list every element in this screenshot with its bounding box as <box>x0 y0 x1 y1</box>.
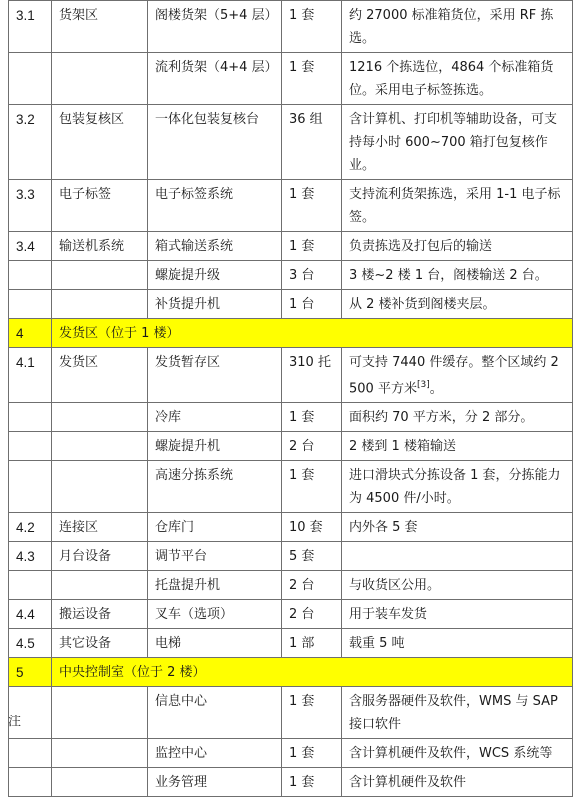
description-cell: 含计算机硬件及软件 <box>342 768 573 797</box>
row-number: 4 <box>9 319 52 348</box>
section-row <box>9 658 573 687</box>
item-cell: 流利货架（4+4 层） <box>148 53 282 105</box>
description-cell: 与收货区公用。 <box>342 571 573 600</box>
table-row <box>9 53 573 105</box>
quantity-cell: 1 套 <box>282 739 342 768</box>
description-cell <box>342 348 573 403</box>
item-cell: 冷库 <box>148 403 282 432</box>
description-cell: 用于装车发货 <box>342 600 573 629</box>
description-cell: 含计算机、打印机等辅助设备，可支持每小时 600~700 箱打包复核作业。 <box>342 105 573 180</box>
description-cell: 载重 5 吨 <box>342 629 573 658</box>
quantity-cell: 3 台 <box>282 261 342 290</box>
area-cell: 电子标签 <box>52 180 148 232</box>
equipment-table <box>8 0 573 797</box>
row-number <box>9 571 52 600</box>
table-row <box>9 403 573 432</box>
table-row <box>9 1 573 53</box>
row-number <box>9 432 52 461</box>
row-number: 4.1 <box>9 348 52 403</box>
item-cell: 电子标签系统 <box>148 180 282 232</box>
quantity-cell: 1 套 <box>282 687 342 739</box>
area-cell: 发货区 <box>52 348 148 403</box>
footnote-label: 注 <box>8 715 22 727</box>
item-cell: 信息中心 <box>148 687 282 739</box>
quantity-cell: 36 组 <box>282 105 342 180</box>
table-row <box>9 461 573 513</box>
quantity-cell: 1 套 <box>282 232 342 261</box>
quantity-cell: 1 套 <box>282 180 342 232</box>
area-cell: 货架区 <box>52 1 148 53</box>
section-row <box>9 319 573 348</box>
area-cell: 其它设备 <box>52 629 148 658</box>
description-cell: 负责拣选及打包后的输送 <box>342 232 573 261</box>
quantity-cell: 1 套 <box>282 768 342 797</box>
quantity-cell: 1 套 <box>282 461 342 513</box>
table-row <box>9 687 573 739</box>
description-cell: 1216 个拣选位，4864 个标准箱货位。采用电子标签拣选。 <box>342 53 573 105</box>
table-row <box>9 432 573 461</box>
row-number <box>9 768 52 797</box>
item-cell: 箱式输送系统 <box>148 232 282 261</box>
quantity-cell: 310 托 <box>282 348 342 403</box>
item-cell: 一体化包装复核台 <box>148 105 282 180</box>
table-row <box>9 739 573 768</box>
description-cell: 内外各 5 套 <box>342 513 573 542</box>
row-number: 4.5 <box>9 629 52 658</box>
table-row <box>9 571 573 600</box>
table-row <box>9 180 573 232</box>
area-cell <box>52 687 148 739</box>
area-cell <box>52 403 148 432</box>
quantity-cell: 1 套 <box>282 1 342 53</box>
row-number: 4.3 <box>9 542 52 571</box>
quantity-cell: 2 台 <box>282 432 342 461</box>
quantity-cell: 2 台 <box>282 571 342 600</box>
description-cell: 3 楼~2 楼 1 台，阁楼输送 2 台。 <box>342 261 573 290</box>
section-title: 发货区（位于 1 楼） <box>52 319 573 348</box>
item-cell: 托盘提升机 <box>148 571 282 600</box>
row-number <box>9 290 52 319</box>
quantity-cell: 2 台 <box>282 600 342 629</box>
citation-marker: [3] <box>416 380 430 390</box>
row-number: 3.1 <box>9 1 52 53</box>
table-row <box>9 232 573 261</box>
row-number <box>9 403 52 432</box>
table-row <box>9 542 573 571</box>
area-cell <box>52 739 148 768</box>
description-text: 可支持 7440 件缓存。整个区域约 2500 平方米 <box>349 355 559 397</box>
description-cell: 进口滑块式分拣设备 1 套，分拣能力为 4500 件/小时。 <box>342 461 573 513</box>
item-cell: 叉车（选项） <box>148 600 282 629</box>
item-cell: 仓库门 <box>148 513 282 542</box>
row-number: 4.2 <box>9 513 52 542</box>
row-number: 3.4 <box>9 232 52 261</box>
item-cell: 监控中心 <box>148 739 282 768</box>
table-body <box>9 1 573 797</box>
row-number <box>9 261 52 290</box>
item-cell: 螺旋提升级 <box>148 261 282 290</box>
item-cell: 业务管理 <box>148 768 282 797</box>
area-cell <box>52 261 148 290</box>
item-cell: 高速分拣系统 <box>148 461 282 513</box>
table-row <box>9 600 573 629</box>
area-cell <box>52 432 148 461</box>
table-row <box>9 261 573 290</box>
table-row <box>9 348 573 403</box>
row-number <box>9 53 52 105</box>
item-cell: 阁楼货架（5+4 层） <box>148 1 282 53</box>
item-cell: 调节平台 <box>148 542 282 571</box>
area-cell: 连接区 <box>52 513 148 542</box>
row-number <box>9 739 52 768</box>
description-cell: 从 2 楼补货到阁楼夹层。 <box>342 290 573 319</box>
area-cell <box>52 571 148 600</box>
description-cell: 2 楼到 1 楼箱输送 <box>342 432 573 461</box>
item-cell: 发货暂存区 <box>148 348 282 403</box>
description-cell: 约 27000 标准箱货位，采用 RF 拣选。 <box>342 1 573 53</box>
description-tail: 。 <box>429 381 443 397</box>
area-cell: 输送机系统 <box>52 232 148 261</box>
quantity-cell: 1 套 <box>282 403 342 432</box>
table-row <box>9 629 573 658</box>
table-row <box>9 513 573 542</box>
row-number: 5 <box>9 658 52 687</box>
area-cell <box>52 53 148 105</box>
row-number <box>9 461 52 513</box>
area-cell <box>52 290 148 319</box>
table-row <box>9 290 573 319</box>
table-row <box>9 768 573 797</box>
quantity-cell: 1 台 <box>282 290 342 319</box>
section-title: 中央控制室（位于 2 楼） <box>52 658 573 687</box>
description-cell <box>342 542 573 571</box>
quantity-cell: 1 部 <box>282 629 342 658</box>
area-cell: 包装复核区 <box>52 105 148 180</box>
row-number <box>9 687 52 739</box>
description-cell: 含计算机硬件及软件，WCS 系统等 <box>342 739 573 768</box>
description-cell: 面积约 70 平方米，分 2 部分。 <box>342 403 573 432</box>
area-cell <box>52 768 148 797</box>
item-cell: 电梯 <box>148 629 282 658</box>
area-cell: 月台设备 <box>52 542 148 571</box>
row-number: 3.3 <box>9 180 52 232</box>
table-row <box>9 105 573 180</box>
area-cell <box>52 461 148 513</box>
quantity-cell: 1 套 <box>282 53 342 105</box>
quantity-cell: 5 套 <box>282 542 342 571</box>
area-cell: 搬运设备 <box>52 600 148 629</box>
description-cell: 支持流利货架拣选，采用 1-1 电子标签。 <box>342 180 573 232</box>
row-number: 3.2 <box>9 105 52 180</box>
row-number: 4.4 <box>9 600 52 629</box>
quantity-cell: 10 套 <box>282 513 342 542</box>
item-cell: 补货提升机 <box>148 290 282 319</box>
item-cell: 螺旋提升机 <box>148 432 282 461</box>
description-cell: 含服务器硬件及软件，WMS 与 SAP 接口软件 <box>342 687 573 739</box>
